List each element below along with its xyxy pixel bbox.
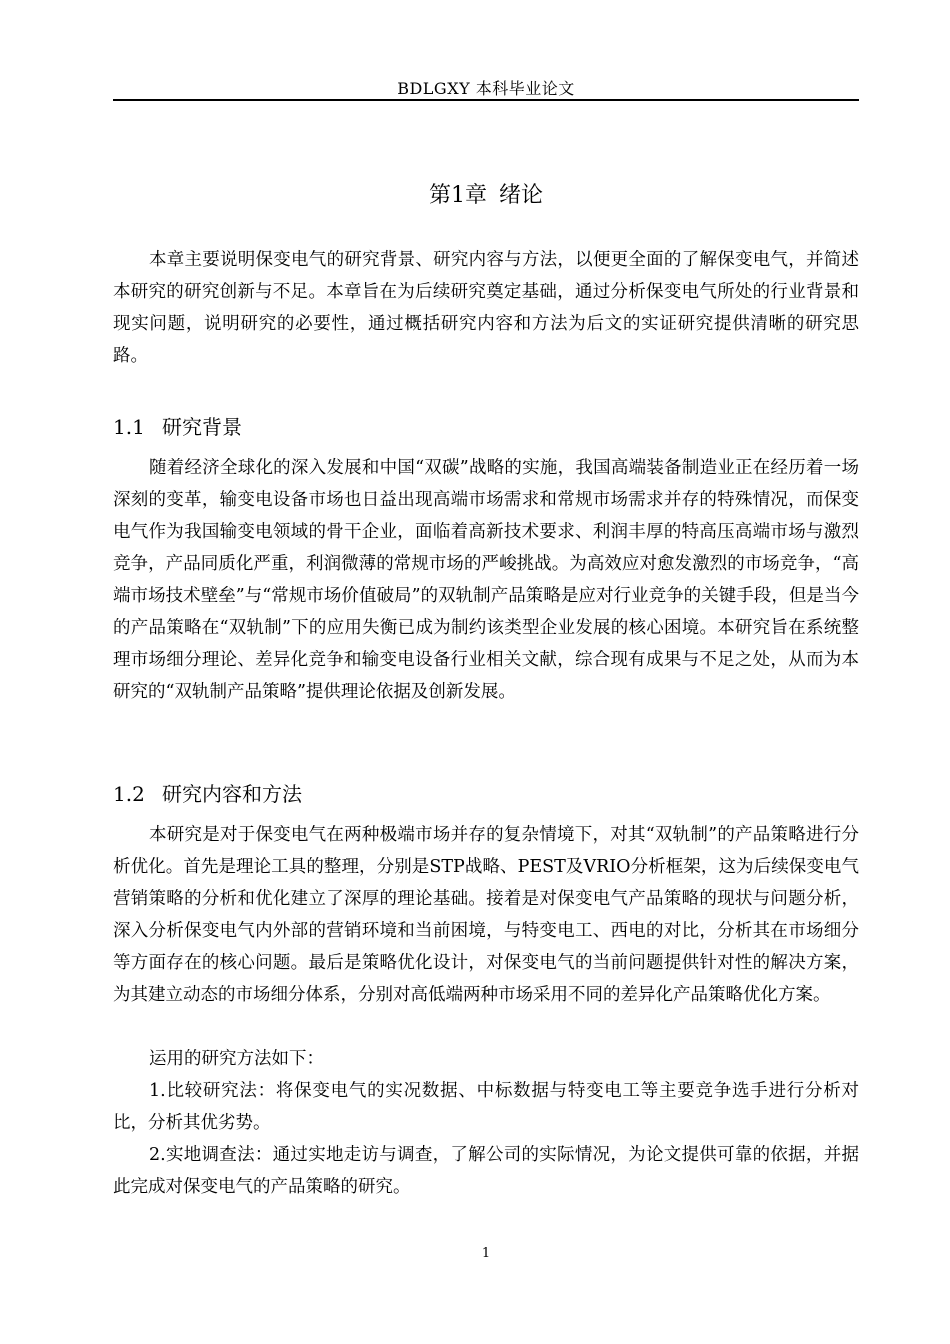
method-item-2: 2.实地调查法：通过实地走访与调查，了解公司的实际情况，为论文提供可靠的依据，并据此完成对保变电气的产品策略的研究。 xyxy=(113,1145,859,1197)
method-item-1: 1.比较研究法：将保变电气的实况数据、中标数据与特变电工等主要竞争选手进行分析对比，分析其优劣势。 xyxy=(113,1081,859,1133)
section-title: 研究背景 xyxy=(162,415,242,439)
chapter-title xyxy=(113,178,859,209)
section-heading-1-2 xyxy=(113,778,859,807)
page-header: BDLGXY 本科毕业论文 xyxy=(397,79,575,98)
page-number: 1 xyxy=(481,1246,491,1261)
section-number: 1.1 xyxy=(113,415,145,439)
chapter-number: 第1章 xyxy=(428,183,487,208)
section-heading-1-1 xyxy=(113,411,859,440)
methods-intro: 运用的研究方法如下： xyxy=(149,1049,324,1069)
header-rule xyxy=(113,99,859,101)
content-paragraph: 本研究是对于保变电气在两种极端市场并存的复杂情境下，对其“双轨制”的产品策略进行分析优化。首先是理论工具的整理，分别是STP战略、PEST及VRIO分析框架，这为后续保变电气营销策略的分析和优化建立了深厚的理论基础。接着是对保变电气产品策略的现状与问题分析，深入分析保变电气内外部的营销环境和当前困境，与特变电工、西电的对比，分析其在市场细分等方面存在的核心问题。最后是策略优化设计，对保变电气的当前问题提供针对性的解决方案，为其建立动态的市场细分体系，分别对高低端两种市场采用不同的差异化产品策略优化方案。 xyxy=(113,825,859,1005)
section-number: 1.2 xyxy=(113,782,145,806)
chapter-name: 绪论 xyxy=(498,183,543,208)
section-title: 研究内容和方法 xyxy=(162,782,302,806)
background-paragraph: 随着经济全球化的深入发展和中国“双碳”战略的实施，我国高端装备制造业正在经历着一场深刻的变革，输变电设备市场也日益出现高端市场需求和常规市场需求并存的特殊情况，而保变电气作为我国输变电领域的骨干企业，面临着高新技术要求、利润丰厚的特高压高端市场与激烈竞争，产品同质化严重，利润微薄的常规市场的严峻挑战。为高效应对愈发激烈的市场竞争，“高端市场技术壁垒”与“常规市场价值破局”的双轨制产品策略是应对行业竞争的关键手段，但是当今的产品策略在“双轨制”下的应用失衡已成为制约该类型企业发展的核心困境。本研究旨在系统整理市场细分理论、差异化竞争和输变电设备行业相关文献，综合现有成果与不足之处，从而为本研究的“双轨制产品策略”提供理论依据及创新发展。 xyxy=(113,458,859,702)
intro-paragraph: 本章主要说明保变电气的研究背景、研究内容与方法，以便更全面的了解保变电气，并简述本研究的研究创新与不足。本章旨在为后续研究奠定基础，通过分析保变电气所处的行业背景和现实问题，说明研究的必要性，通过概括研究内容和方法为后文的实证研究提供清晰的研究思路。 xyxy=(113,250,859,366)
